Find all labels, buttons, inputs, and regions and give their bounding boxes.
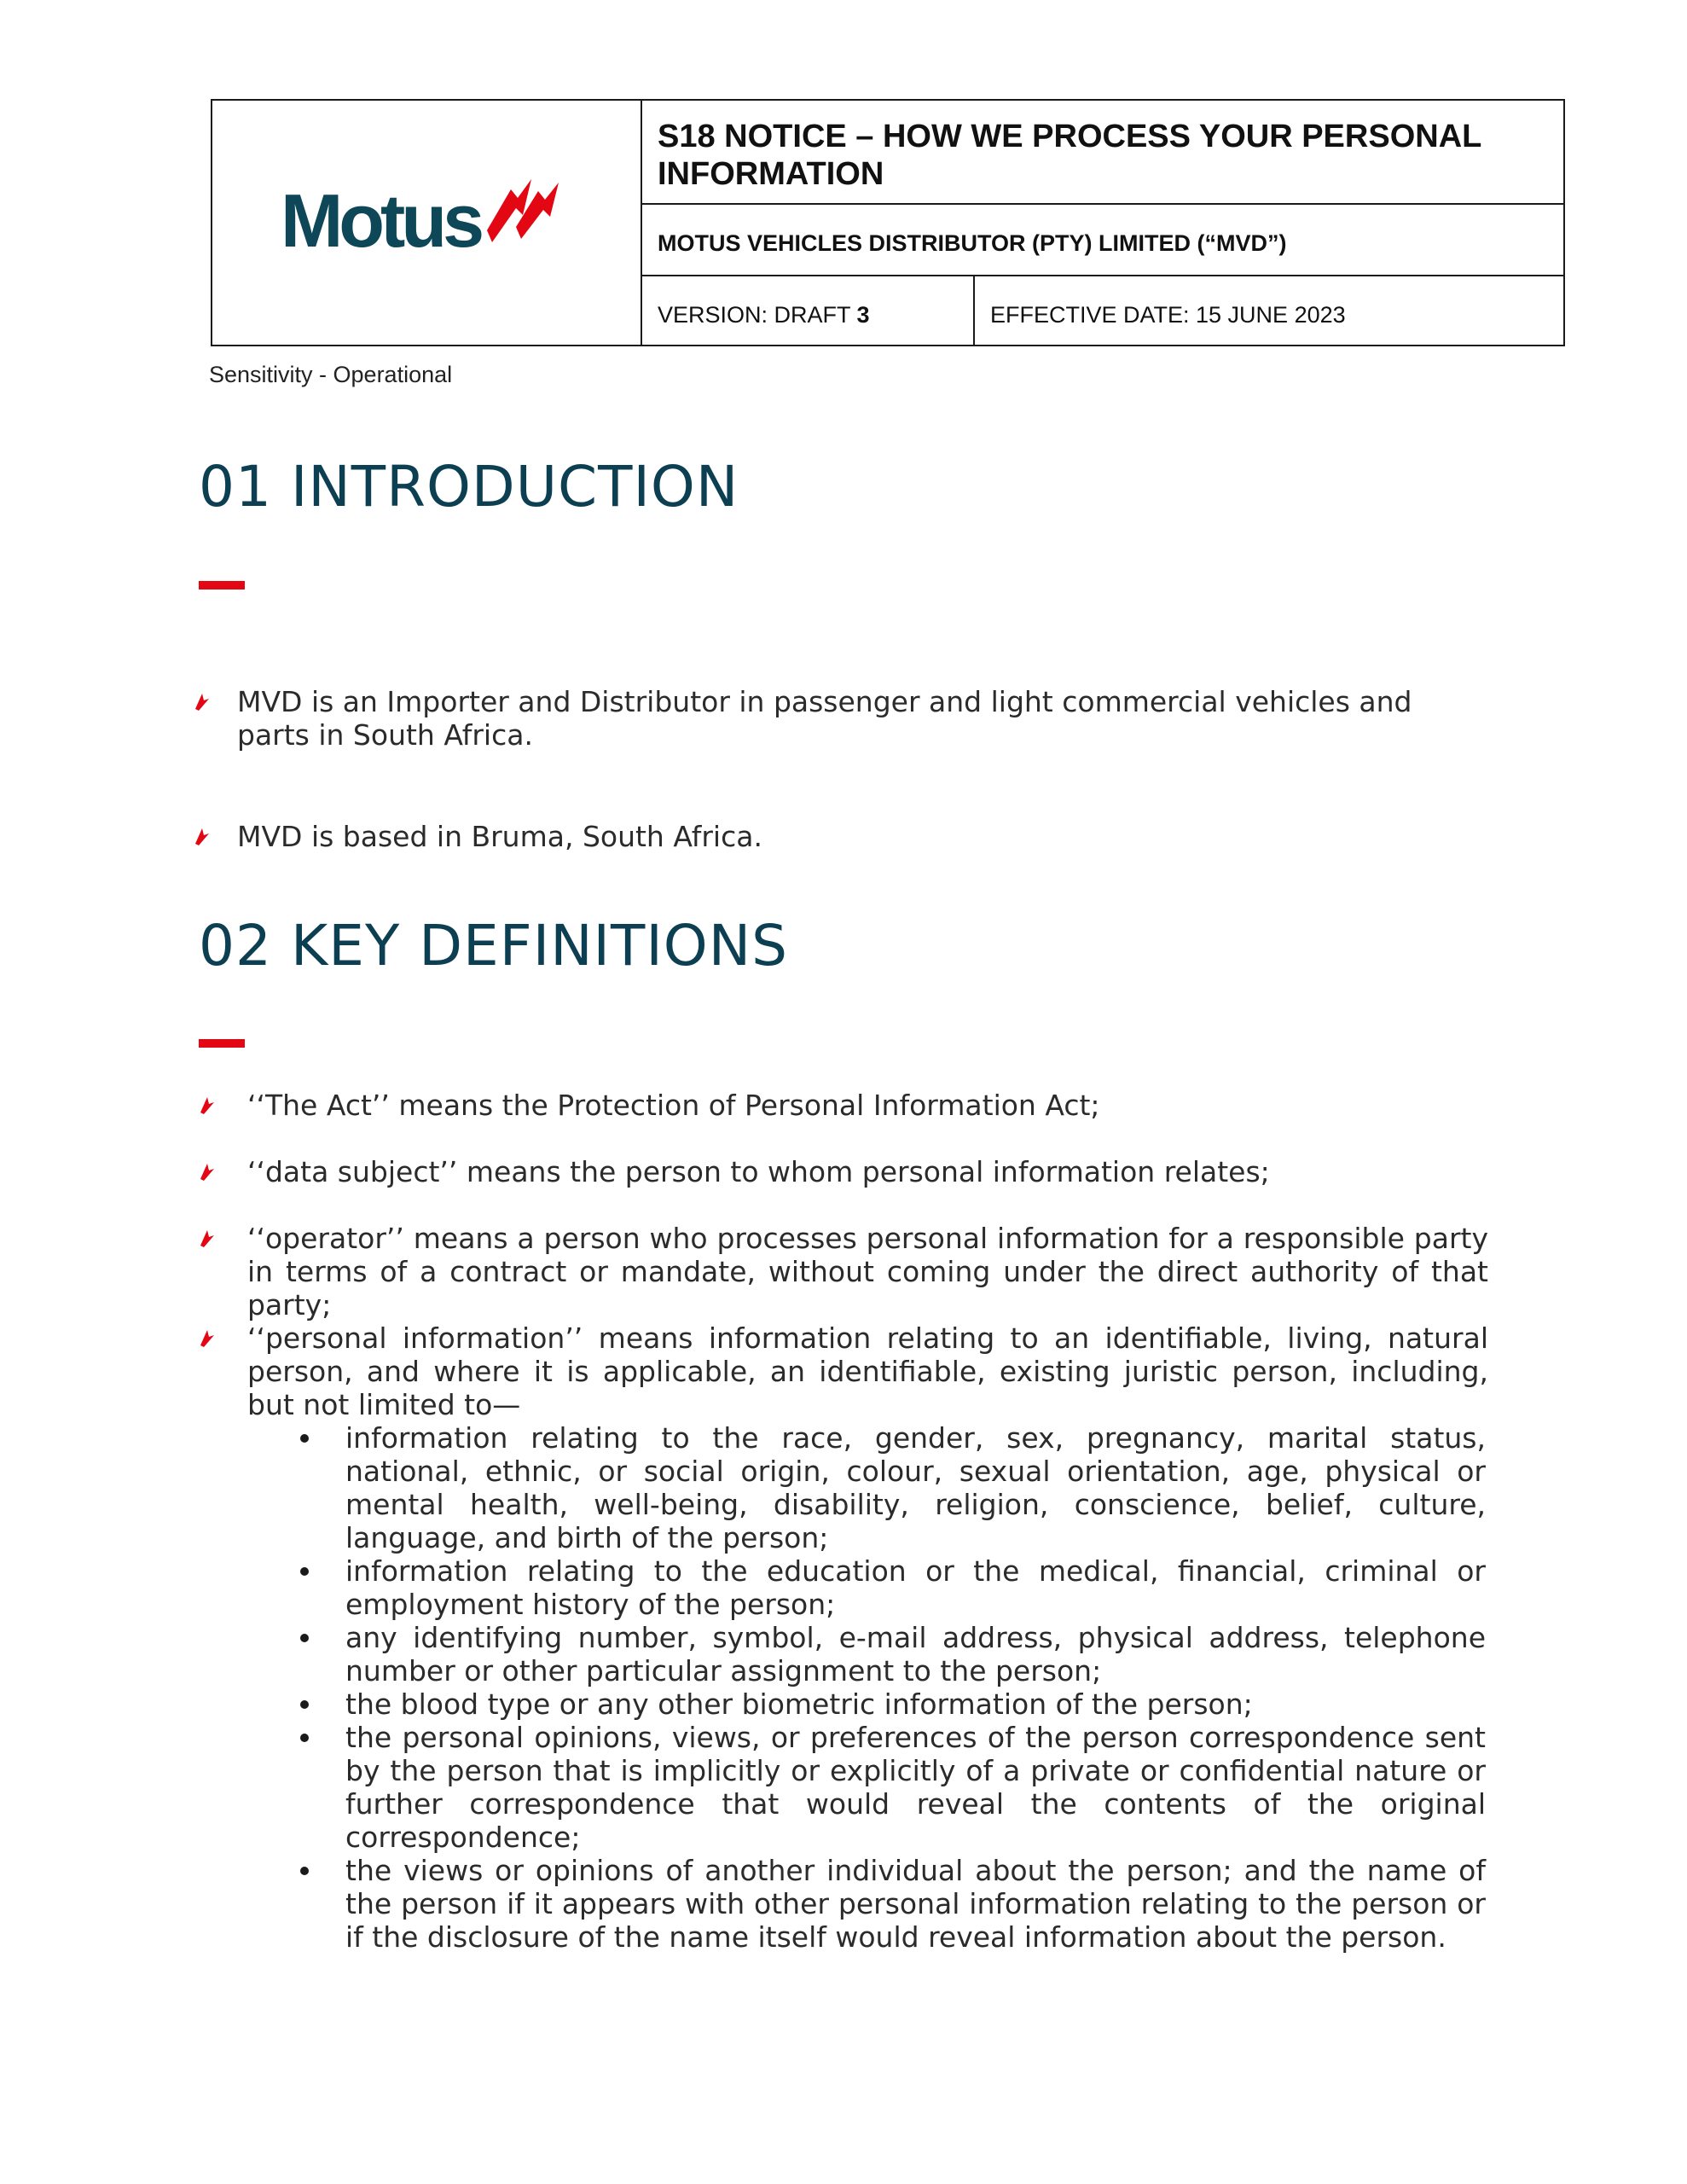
list-item bbox=[247, 1554, 1486, 1621]
introduction-heading: 01 INTRODUCTION bbox=[199, 454, 739, 520]
bullet-dot-icon bbox=[300, 1634, 309, 1642]
definitions-rule bbox=[199, 1039, 245, 1048]
version-number: 3 bbox=[856, 302, 870, 328]
motus-logo bbox=[281, 171, 588, 282]
red-arrow-bullet-icon bbox=[197, 1160, 217, 1182]
bullet-dot-icon bbox=[300, 1867, 309, 1875]
double-arrow-logo-icon bbox=[478, 171, 572, 264]
introduction-rule bbox=[199, 581, 245, 590]
list-item-text: the personal opinions, views, or preferences of the person correspondence sent by the person that is implicitly or explicitly of a private or confidential nature or further correspondence that would reveal the contents of the original correspondence; bbox=[345, 1721, 1486, 1854]
list-item bbox=[247, 1854, 1486, 1954]
list-item-text: information relating to the education or the medical, financial, criminal or employment history of the person; bbox=[345, 1554, 1486, 1621]
definition-text: ‘‘personal information’’ means information relating to an identifiable, living, natural person, and where it is applicable, an identifiable, existing juristic person, including, but not limited to— bbox=[247, 1321, 1488, 1421]
bullet-dot-icon bbox=[300, 1700, 309, 1709]
list-item-text: the blood type or any other biometric information of the person; bbox=[345, 1687, 1253, 1721]
bullet-dot-icon bbox=[300, 1734, 309, 1742]
definition-text: ‘‘operator’’ means a person who processes personal information for a responsible party in terms of a contract or mandate, without coming under the direct authority of that party; bbox=[247, 1222, 1488, 1321]
sensitivity-label: Sensitivity - Operational bbox=[209, 362, 453, 387]
list-item-text: any identifying number, symbol, e-mail address, physical address, telephone number or other particular assignment to the person; bbox=[345, 1621, 1486, 1687]
list-item bbox=[247, 1421, 1486, 1554]
list-item bbox=[247, 1687, 1486, 1721]
list-item-text: the views or opinions of another individual about the person; and the name of the person if it appears with other personal information relating to the person or if the disclosure of the name itself would reveal information about the person. bbox=[345, 1854, 1486, 1954]
effective-date: EFFECTIVE DATE: 15 JUNE 2023 bbox=[990, 302, 1346, 328]
list-item-text: information relating to the race, gender, sex, pregnancy, marital status, national, ethnic, or social origin, colour, sexual orientation, age, physical or mental health, well-being, disability, religion, conscience, belief, culture, language, and birth of the person; bbox=[345, 1421, 1486, 1554]
definition-text: ‘‘The Act’’ means the Protection of Personal Information Act; bbox=[247, 1089, 1100, 1122]
version-info bbox=[642, 276, 975, 345]
version-label: VERSION: DRAFT bbox=[658, 302, 857, 328]
red-arrow-bullet-icon bbox=[197, 1094, 217, 1116]
definition-text: ‘‘data subject’’ means the person to whom personal information relates; bbox=[247, 1155, 1270, 1188]
company-name: MOTUS VEHICLES DISTRIBUTOR (PTY) LIMITED (“MVD”) bbox=[642, 205, 1563, 276]
document-header bbox=[211, 99, 1565, 346]
bullet-dot-icon bbox=[300, 1567, 309, 1576]
logo-wordmark: Motus bbox=[281, 178, 481, 263]
red-arrow-bullet-icon bbox=[197, 1227, 217, 1249]
definitions-heading: 02 KEY DEFINITIONS bbox=[199, 913, 789, 979]
red-arrow-bullet-icon bbox=[192, 825, 212, 847]
list-item bbox=[247, 1621, 1486, 1687]
intro-bullet-text: MVD is an Importer and Distributor in passenger and light commercial vehicles and parts in South Africa. bbox=[237, 685, 1412, 752]
bullet-dot-icon bbox=[300, 1434, 309, 1443]
personal-information-sublist bbox=[247, 1421, 1486, 1954]
list-item bbox=[247, 1721, 1486, 1854]
intro-bullet-text: MVD is based in Bruma, South Africa. bbox=[237, 820, 762, 853]
red-arrow-bullet-icon bbox=[192, 690, 212, 712]
red-arrow-bullet-icon bbox=[197, 1327, 217, 1349]
logo-cell bbox=[212, 101, 642, 345]
notice-title: S18 NOTICE – HOW WE PROCESS YOUR PERSONAL INFORMATION bbox=[642, 101, 1563, 205]
